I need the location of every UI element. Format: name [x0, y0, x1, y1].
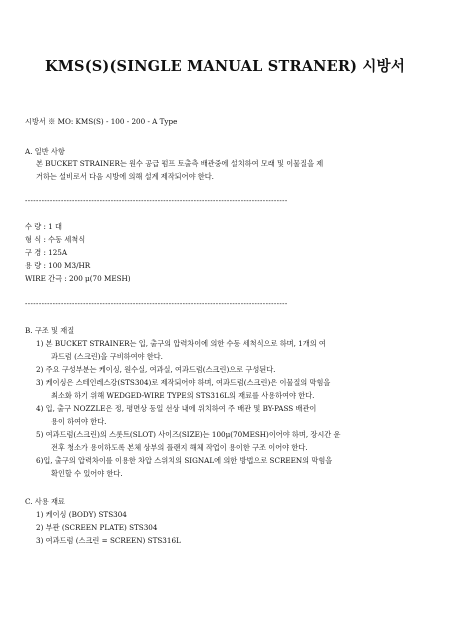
spec-wire-gap: WIRE 간극 : 200 μ(70 MESH): [25, 274, 131, 283]
separator-line: -----------------------------------------------------------------------------------------------: [25, 197, 288, 205]
spec-quantity: 수 량 : 1 대: [25, 222, 62, 231]
section-b-item: 2) 주요 구성부분는 케이싱, 원수실, 여과실, 여과드럼(스크린)으로 구성된다.: [36, 365, 276, 374]
spec-code: 시방서 ※ MO: KMS(S) - 100 - 200 - A Type: [25, 117, 178, 126]
section-b-item: 1) 본 BUCKET STRAINER는 입, 출구의 압력차이에 의한 수동 세척식으로 하며, 1개의 여: [36, 339, 326, 348]
section-c-item: 3) 여과드럼 (스크린 = SCREEN) STS316L: [36, 536, 181, 545]
separator-line: -----------------------------------------------------------------------------------------------: [25, 300, 288, 308]
section-a-line: 본 BUCKET STRAINER는 원수 공급 펌프 토출측 배관중에 설치하여 모래 및 이물질을 제: [36, 159, 324, 168]
section-b-item-cont: 용이 하여야 한다.: [51, 417, 107, 426]
section-b-heading: B. 구조 및 재질: [25, 326, 75, 335]
section-a-heading: A. 일반 사항: [25, 147, 65, 156]
section-c-item: 1) 케이싱 (BODY) STS304: [36, 510, 127, 519]
section-b-item: 6)입, 출구의 압력차이를 이용한 차압 스위치의 SIGNAL에 의한 방법으로 SCREEN의 막힘을: [36, 456, 333, 465]
spec-type: 형 식 : 수동 세척식: [25, 235, 86, 244]
section-c-item: 2) 부판 (SCREEN PLATE) STS304: [36, 523, 158, 532]
section-b-item: 5) 여과드럼(스크린)의 스롯트(SLOT) 사이즈(SIZE)는 100μ(70MESH)이어야 하며, 장시간 운: [36, 430, 341, 439]
spec-capacity: 용 량 : 100 M3/HR: [25, 261, 91, 270]
section-c-heading: C. 사용 재료: [25, 497, 65, 506]
spec-size: 구 경 : 125A: [25, 248, 68, 257]
section-b-item-cont: 전후 청소가 용이하도록 본체 상부의 플랜지 해체 작업이 용이한 구조 이어야 한다.: [51, 443, 308, 452]
section-b-item: 3) 케이싱은 스테인레스강(STS304)로 제작되어야 하며, 여과드럼(스크린)은 이물질의 막힘을: [36, 378, 331, 387]
section-b-item-cont: 과드럼 (스크린)을 구비하여야 한다.: [51, 352, 163, 361]
section-b-item-cont: 확인할 수 있어야 한다.: [51, 469, 123, 478]
section-b-item: 4) 입, 출구 NOZZLE은 정, 평면상 동일 선상 내에 위치하여 주 배관 및 BY-PASS 배관이: [36, 404, 317, 413]
section-a-line: 거하는 설비로서 다음 시방에 의해 설계 제작되어야 한다.: [36, 172, 214, 181]
section-b-item-cont: 최소화 하기 위해 WEDGED-WIRE TYPE의 STS316L의 재료를 사용하여야 한다.: [51, 391, 315, 400]
document-title: KMS(S)(SINGLE MANUAL STRANER) 시방서: [44, 58, 406, 75]
